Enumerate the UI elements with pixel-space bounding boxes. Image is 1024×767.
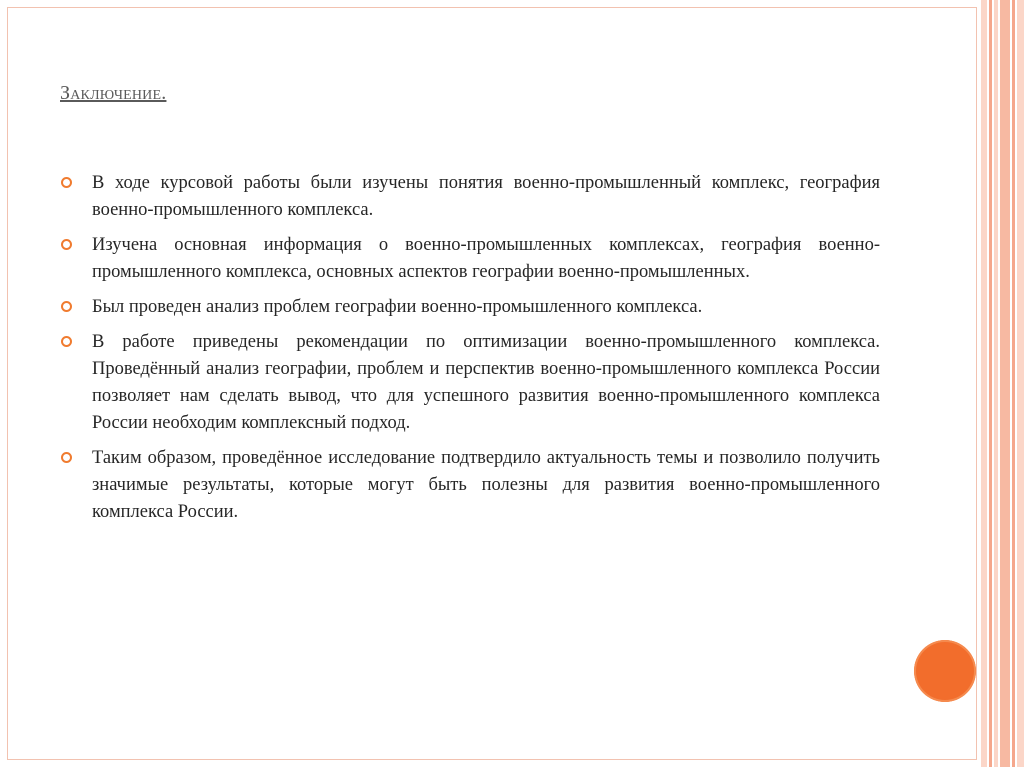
list-item bbox=[60, 232, 880, 286]
bullet-text: Изучена основная информация о военно-промышленных комплексах, география военно-промышленного комплекса, основных аспектов географии военно-промышленных. bbox=[92, 235, 880, 282]
bullet-list bbox=[60, 170, 880, 534]
bullet-ring-icon bbox=[61, 239, 72, 250]
decorative-stripe bbox=[989, 0, 992, 767]
bullet-ring-icon bbox=[61, 452, 72, 463]
decorative-stripe bbox=[1000, 0, 1010, 767]
bullet-text: Таким образом, проведённое исследование подтвердило актуальность темы и позволило получить значимые результаты, которые могут быть полезны для развития военно-промышленного комплекса России. bbox=[92, 448, 880, 522]
list-item bbox=[60, 294, 880, 321]
bullet-ring-icon bbox=[61, 301, 72, 312]
list-item bbox=[60, 329, 880, 437]
decorative-stripe bbox=[1012, 0, 1015, 767]
list-item bbox=[60, 445, 880, 526]
bullet-ring-icon bbox=[61, 336, 72, 347]
list-item bbox=[60, 170, 880, 224]
slide-title: Заключение. bbox=[60, 82, 167, 104]
bullet-text: В ходе курсовой работы были изучены понятия военно-промышленный комплекс, география военно-промышленного комплекса. bbox=[92, 173, 880, 220]
bullet-text: Был проведен анализ проблем географии военно-промышленного комплекса. bbox=[92, 297, 703, 317]
decorative-stripe bbox=[1017, 0, 1024, 767]
bullet-ring-icon bbox=[61, 177, 72, 188]
bullet-text: В работе приведены рекомендации по оптимизации военно-промышленного комплекса. Проведённый анализ географии, проблем и перспектив военно-промышленного комплекса России позволяет нам сделать вывод, что для успешного развития военно-промышленного комплекса России необходим комплексный подход. bbox=[92, 332, 880, 433]
decorative-stripe bbox=[981, 0, 987, 767]
decorative-circle bbox=[914, 640, 976, 702]
decorative-stripe bbox=[994, 0, 998, 767]
